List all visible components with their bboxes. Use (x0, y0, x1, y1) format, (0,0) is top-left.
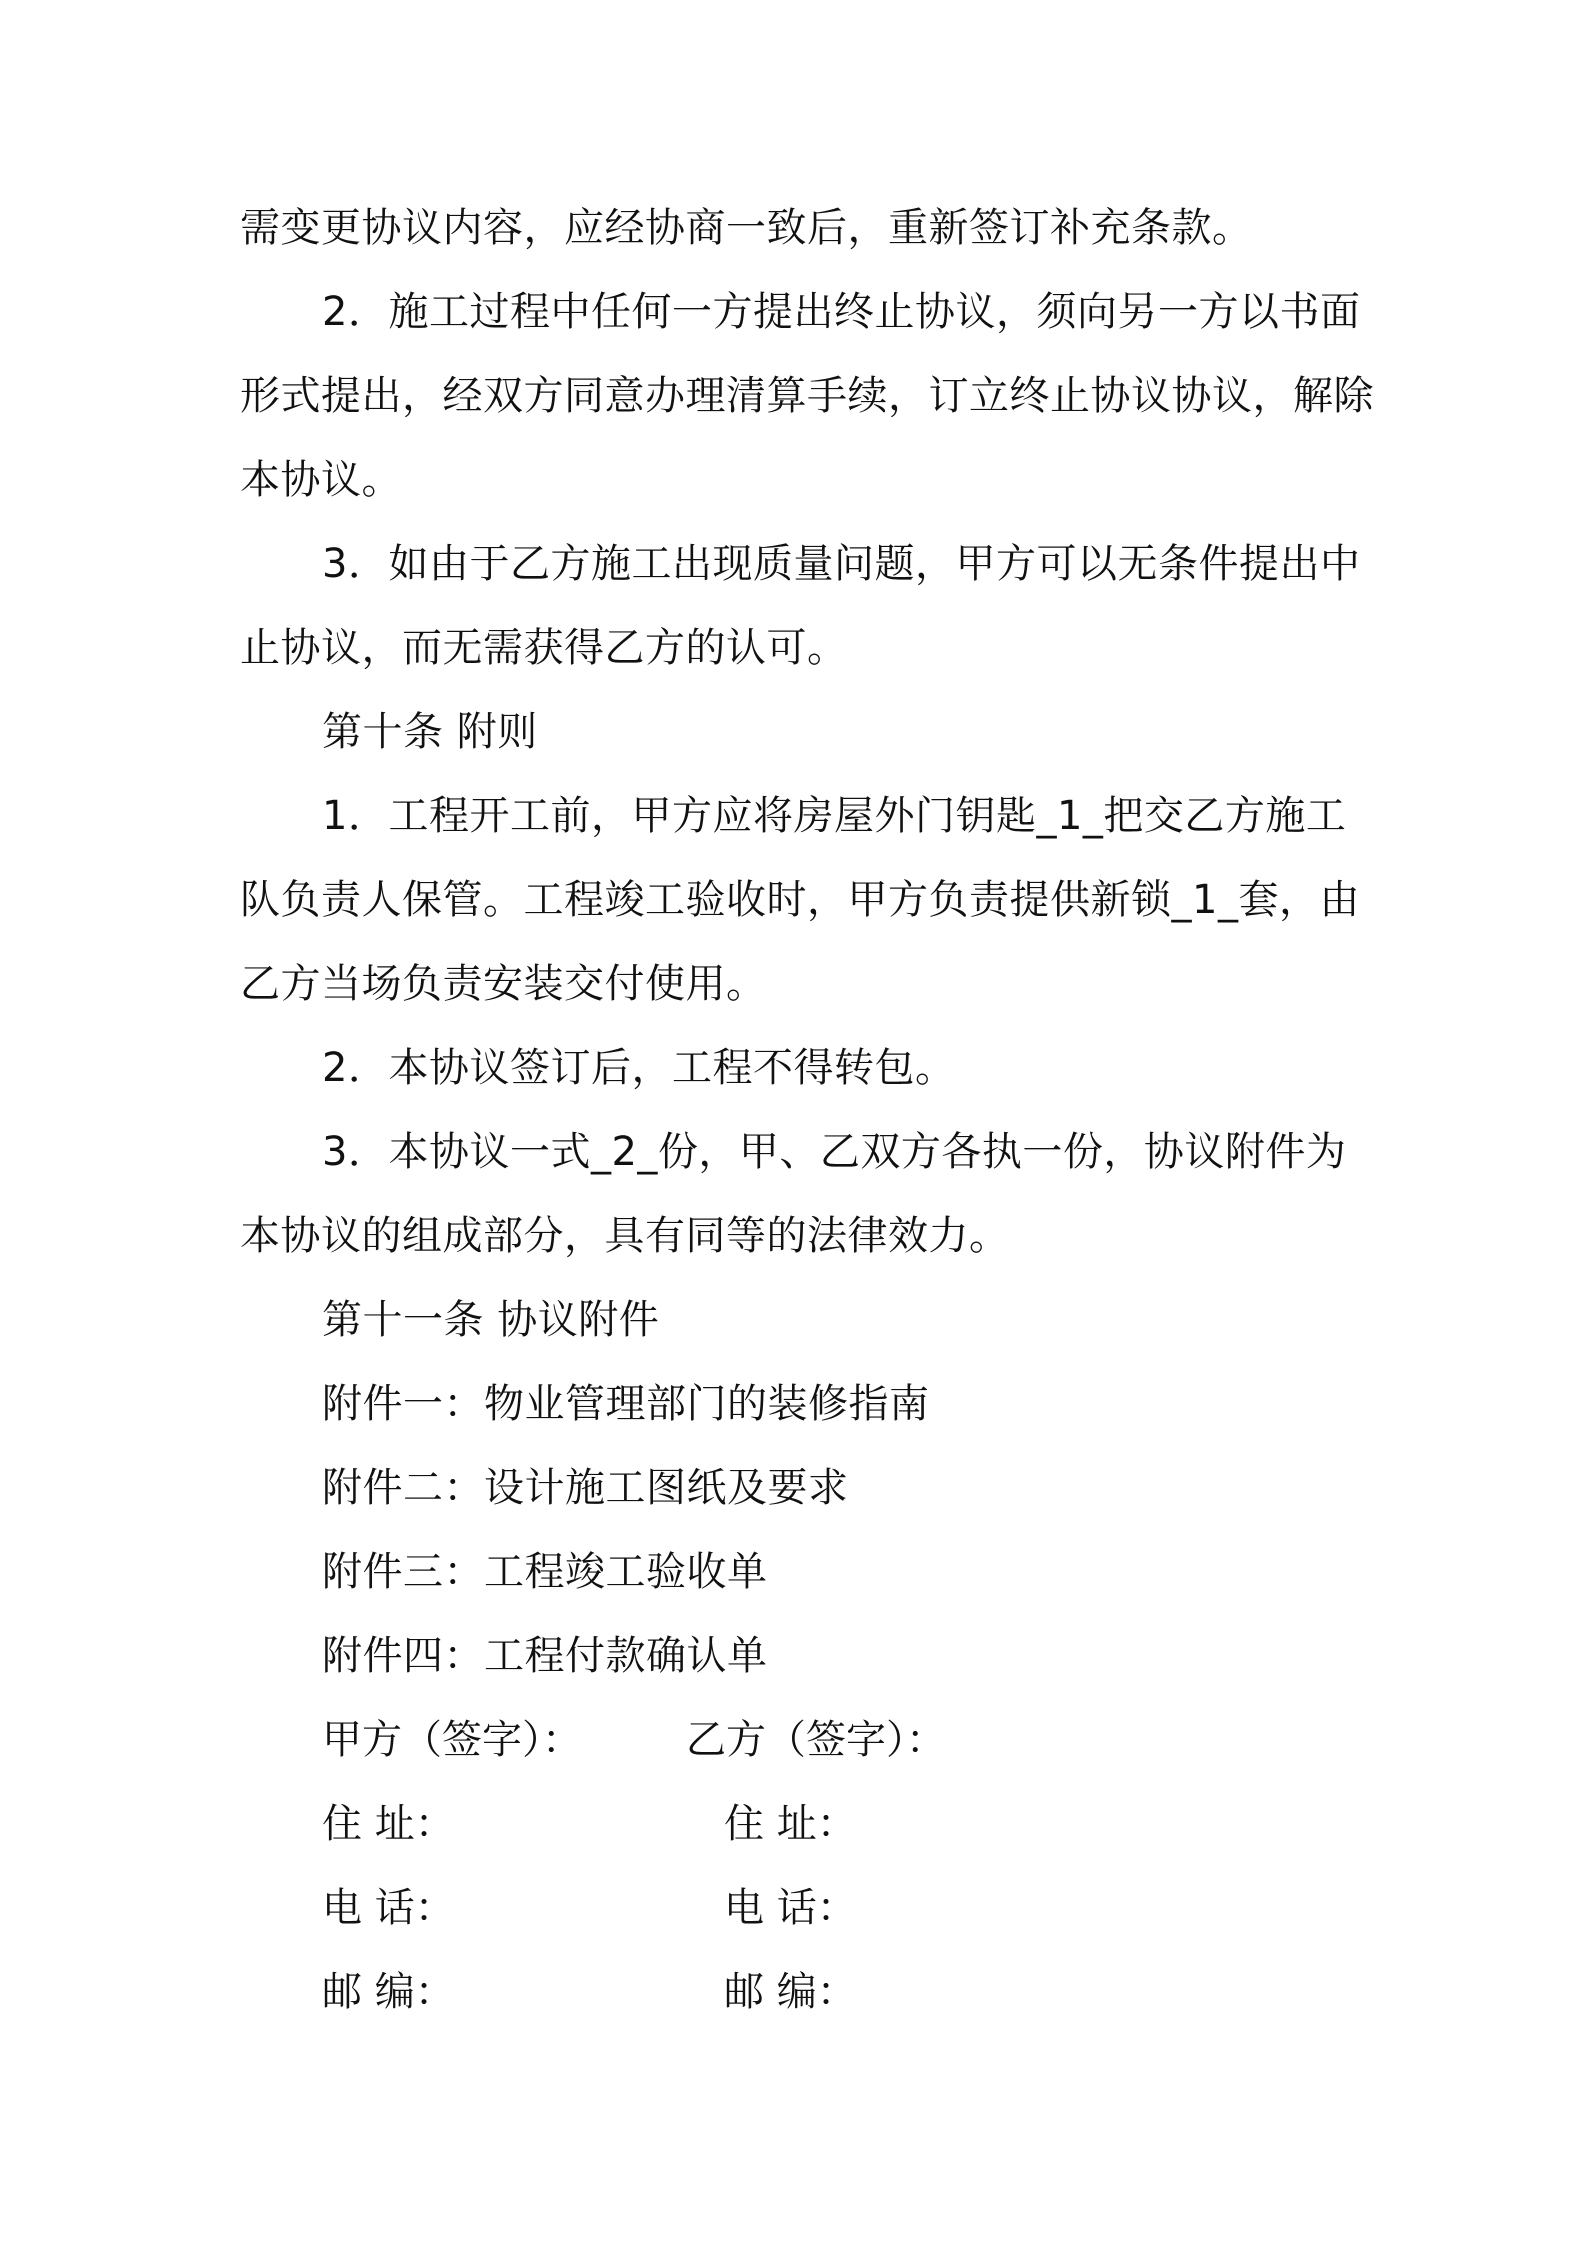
party-a-postcode-label: 邮 编： (322, 1969, 455, 2015)
paragraph-3-line-1: 3．如由于乙方施工出现质量问题，甲方可以无条件提出中 (322, 541, 1361, 587)
attachment-2: 附件二：设计施工图纸及要求 (322, 1465, 849, 1511)
party-a-signature-label: 甲方（签字）： (322, 1717, 582, 1763)
party-b-signature-label: 乙方（签字）： (686, 1717, 946, 1763)
article-10-item-3-line-1: 3．本协议一式_2_份，甲、乙双方各执一份，协议附件为 (322, 1129, 1347, 1175)
party-b-address-label: 住 址： (724, 1801, 857, 1847)
party-b-postcode-label: 邮 编： (724, 1969, 857, 2015)
article-10-item-1-line-1: 1．工程开工前，甲方应将房屋外门钥匙_1_把交乙方施工 (322, 793, 1347, 839)
attachment-1: 附件一：物业管理部门的装修指南 (322, 1381, 930, 1427)
paragraph-1-line-1: 需变更协议内容，应经协商一致后，重新签订补充条款。 (240, 205, 1253, 251)
attachment-3: 附件三：工程竣工验收单 (322, 1549, 768, 1595)
article-11-heading: 第十一条 协议附件 (322, 1297, 660, 1343)
party-b-phone-label: 电 话： (724, 1885, 857, 1931)
article-10-heading: 第十条 附则 (322, 709, 538, 755)
article-10-item-1-line-2: 队负责人保管。工程竣工验收时，甲方负责提供新锁_1_套，由 (240, 877, 1360, 923)
paragraph-2-line-1: 2．施工过程中任何一方提出终止协议，须向另一方以书面 (322, 289, 1361, 335)
paragraph-2-line-3: 本协议。 (240, 457, 402, 503)
party-a-phone-label: 电 话： (322, 1885, 455, 1931)
article-10-item-2: 2．本协议签订后，工程不得转包。 (322, 1045, 956, 1091)
paragraph-2-line-2: 形式提出，经双方同意办理清算手续，订立终止协议协议，解除 (240, 373, 1374, 419)
article-10-item-3-line-2: 本协议的组成部分，具有同等的法律效力。 (240, 1213, 1010, 1259)
attachment-4: 附件四：工程付款确认单 (322, 1633, 768, 1679)
article-10-item-1-line-3: 乙方当场负责安装交付使用。 (240, 961, 767, 1007)
paragraph-3-line-2: 止协议，而无需获得乙方的认可。 (240, 625, 848, 671)
party-a-address-label: 住 址： (322, 1801, 455, 1847)
